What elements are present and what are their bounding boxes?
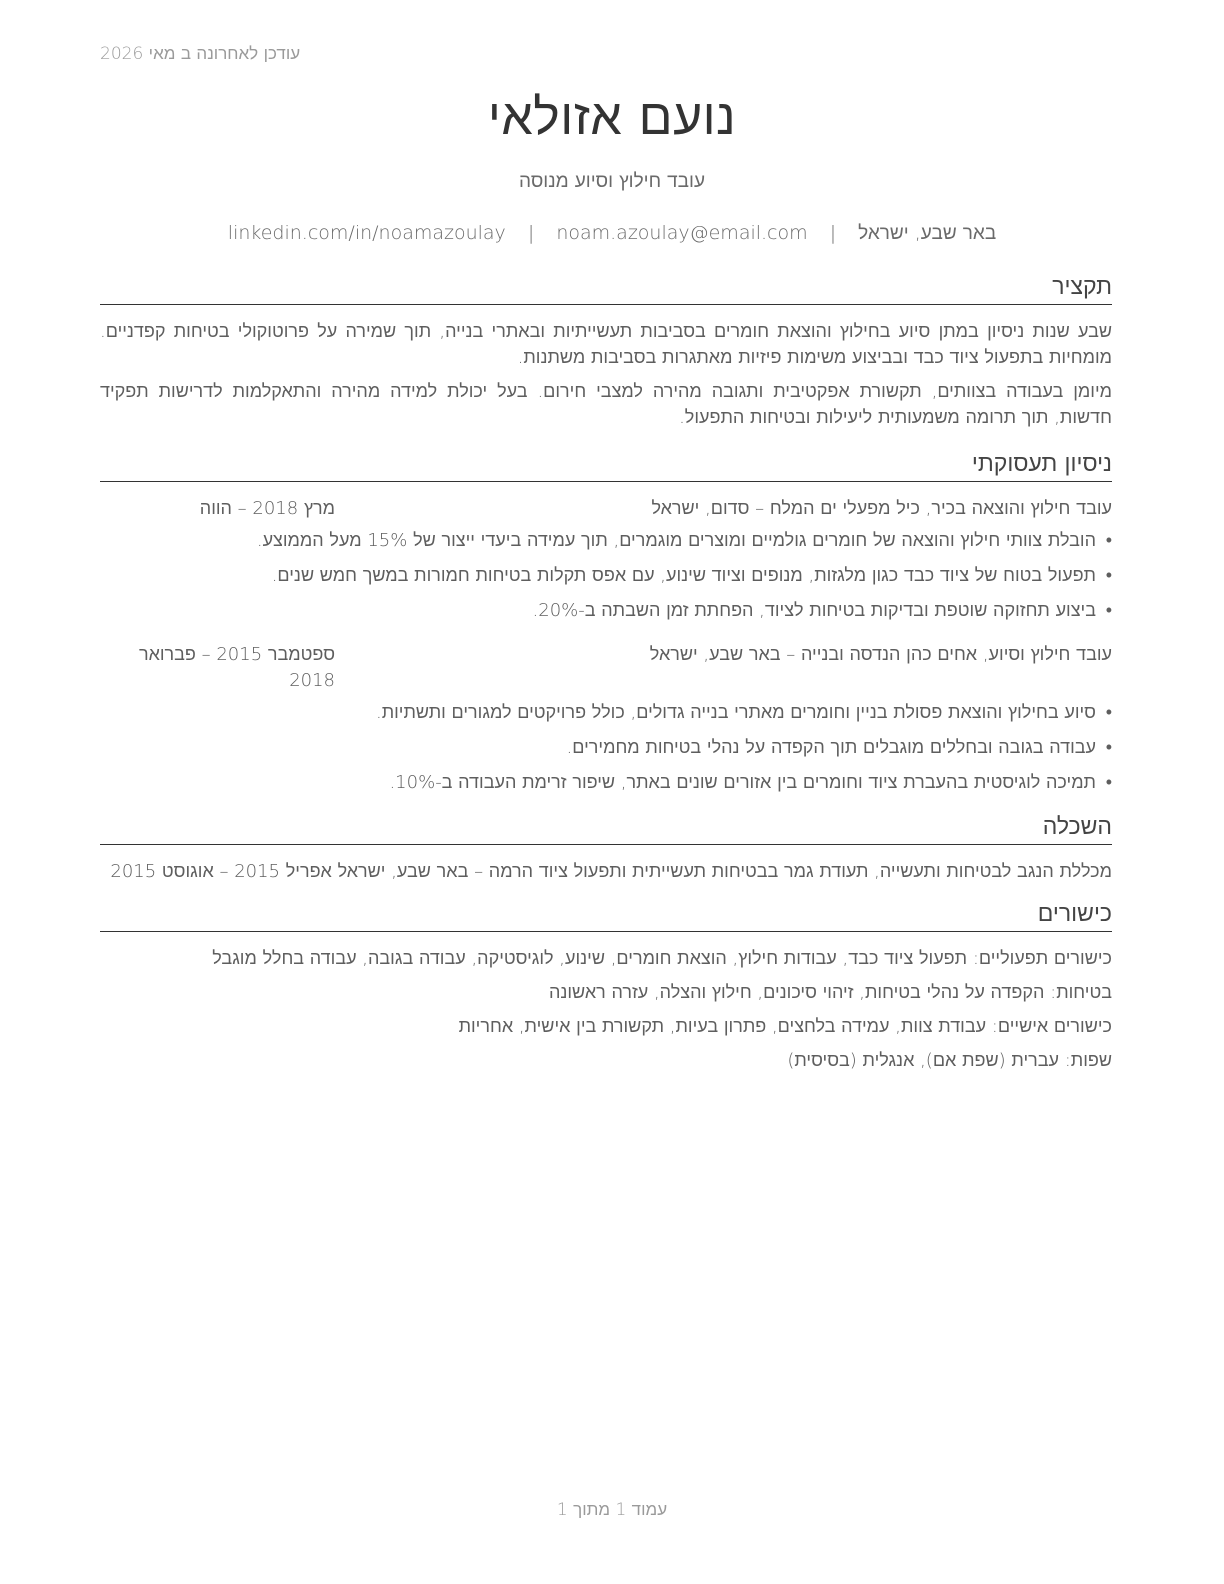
job-dates: מרץ 2018 – הווה [199,498,335,519]
job-bullet: • ביצוע תחזוקה שוטפת ובדיקות בטיחות לציוד, הפחתת זמן השבתה ב-20%. [100,598,1112,624]
job-entry [100,496,1112,624]
job-title: עובד חילוץ וסיוע, אחים כהן הנדסה ובנייה – באר שבע, ישראל [649,644,1112,665]
job-bullet: • תפעול בטוח של ציוד כבד כגון מלגזות, מנופים וציוד שינוע, עם אפס תקלות בטיחות חמורות במשך חמש שנים. [100,563,1112,589]
education-section [100,812,1112,885]
candidate-role: עובד חילוץ וסיוע מנוסה [518,170,706,192]
job-bullet: • הובלת צוותי חילוץ והוצאה של חומרים גולמיים ומוצרים מוגמרים, תוך עמידה ביעדי ייצור של 15% מעל הממוצע. [100,528,1112,554]
candidate-name: נועם אזולאי [487,88,737,146]
job-bullets [100,700,1112,796]
summary-title: תקציר [100,272,1112,305]
job-title: עובד חילוץ והוצאה בכיר, כיל מפעלי ים המלח – סדום, ישראל [651,498,1112,519]
skills-section [100,899,1112,1074]
job-dates: ספטמבר 2015 – פברואר 2018 [138,644,335,691]
education-entry: מכללת הנגב לבטיחות ותעשייה, תעודת גמר בבטיחות תעשייתית ותפעול ציוד הרמה – באר שבע, ישראל אפריל 2015 – אוגוסט 2015 [110,861,1112,882]
skill-line: שפות: עברית (שפת אם), אנגלית (בסיסית) [787,1050,1112,1071]
summary-paragraph: שבע שנות ניסיון במתן סיוע בחילוץ והוצאת חומרים בסביבות תעשייתיות ובאתרי בנייה, תוך שמירה על פרוטוקולי בטיחות קפדניים. מומחיות בתפעול ציוד כבד ובביצוע משימות פיזיות מאתגרות בסביבות משתנות. [100,321,1112,368]
summary-paragraph: מיומן בעבודה בצוותים, תקשורת אפקטיבית ותגובה מהירה למצבי חירום. בעל יכולת למידה מהירה והתאקלמות לדרישות תפקיד חדשות, תוך תרומה משמעותית ליעילות ובטיחות התפעול. [100,381,1112,428]
experience-section [100,449,1112,796]
skill-line: בטיחות: הקפדה על נהלי בטיחות, זיהוי סיכונים, חילוץ והצלה, עזרה ראשונה [548,982,1112,1003]
summary-section [100,272,1112,431]
job-entry [100,642,1112,796]
job-bullet: • עבודה בגובה ובחללים מוגבלים תוך הקפדה על נהלי בטיחות מחמירים. [100,735,1112,761]
page-number: עמוד 1 מתוך 1 [556,1500,668,1520]
last-updated: עודכן לאחרונה ב מאי 2026 [100,44,301,64]
contact-linkedin[interactable]: linkedin.com/in/noamazoulay [227,222,506,244]
contact-separator: | [829,222,837,244]
contact-location: באר שבע, ישראל [858,222,997,244]
job-bullet: • סיוע בחילוץ והוצאת פסולת בניין וחומרים מאתרי בנייה גדולים, כולל פרויקטים למגורים ותשתיות. [100,700,1112,726]
job-bullets [100,528,1112,624]
job-header [100,642,1112,694]
job-bullet: • תמיכה לוגיסטית בהעברת ציוד וחומרים בין אזורים שונים באתר, שיפור זרימת העבודה ב-10%. [100,770,1112,796]
contact-line [0,222,1224,245]
skill-line: כישורים אישיים: עבודת צוות, עמידה בלחצים, פתרון בעיות, תקשורת בין אישית, אחריות [458,1016,1112,1037]
skills-title: כישורים [100,899,1112,932]
job-header [100,496,1112,522]
skill-line: כישורים תפעוליים: תפעול ציוד כבד, עבודות חילוץ, הוצאת חומרים, שינוע, לוגיסטיקה, עבודה בגובה, עבודה בחלל מוגבל [212,948,1112,969]
resume-content [100,272,1112,1082]
experience-title: ניסיון תעסוקתי [100,449,1112,482]
education-title: השכלה [100,812,1112,845]
contact-email[interactable]: noam.azoulay@email.com [556,222,808,244]
contact-separator: | [527,222,535,244]
